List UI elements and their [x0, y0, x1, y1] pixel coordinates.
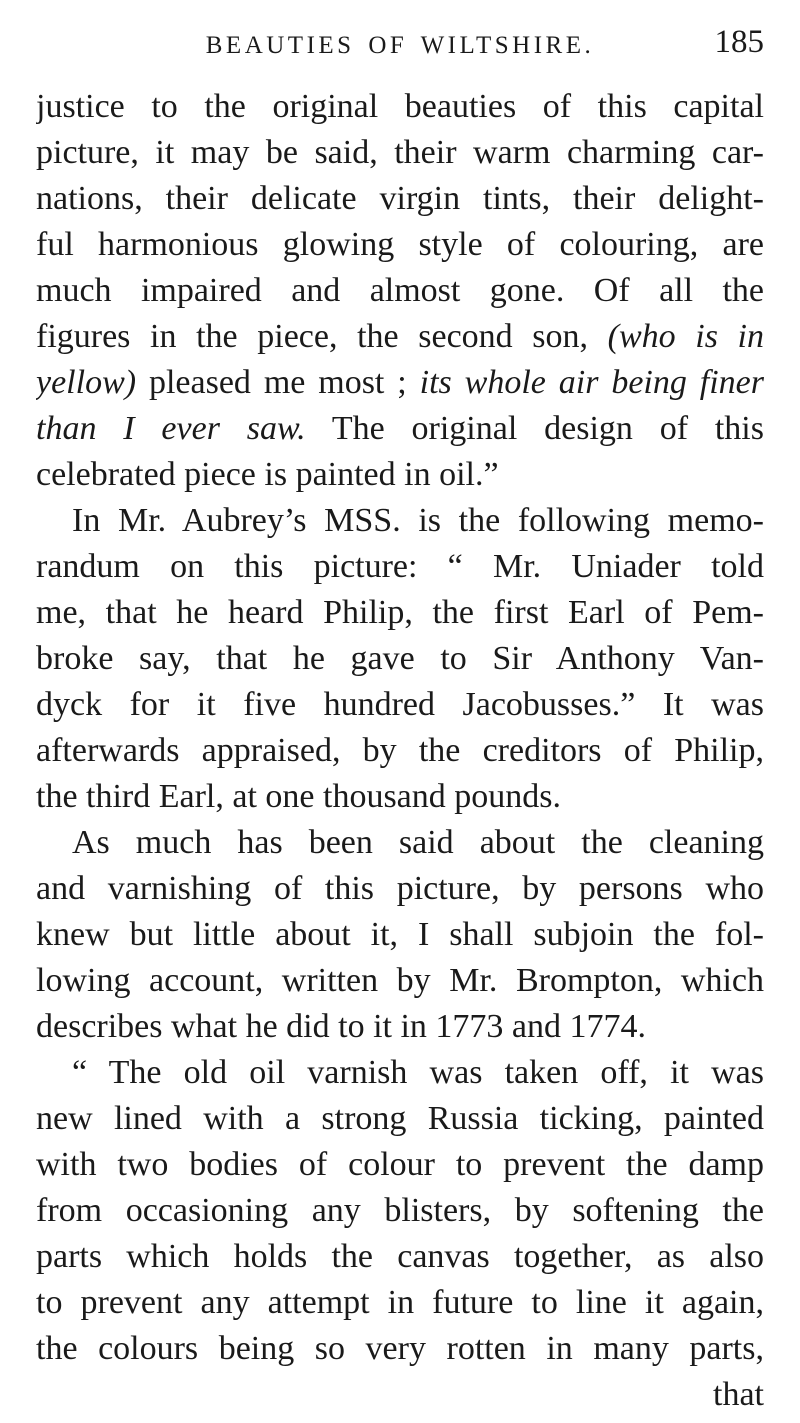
text-line — [36, 1142, 764, 1188]
text-line — [36, 682, 764, 728]
text-line — [36, 360, 764, 406]
text-segment: The original design of this — [305, 410, 764, 447]
italic-text: (who is in — [607, 318, 764, 355]
text-segment: parts which holds the canvas together, as also — [36, 1238, 764, 1275]
text-line — [36, 590, 764, 636]
text-segment: pleased me most ; — [136, 364, 420, 401]
text-line — [36, 130, 764, 176]
body-text — [36, 84, 764, 1418]
text-segment: picture, it may be said, their warm charming car- — [36, 134, 764, 171]
text-line — [36, 176, 764, 222]
italic-text: its whole air being finer — [419, 364, 764, 401]
running-title: BEAUTIES OF WILTSHIRE. — [205, 32, 595, 59]
text-segment: from occasioning any blisters, by softening the — [36, 1192, 764, 1229]
text-line — [36, 314, 764, 360]
text-line — [36, 406, 764, 452]
text-segment: with two bodies of colour to prevent the damp — [36, 1146, 764, 1183]
text-segment: nations, their delicate virgin tints, their delight- — [36, 180, 764, 217]
text-line — [36, 866, 764, 912]
catchword: that — [713, 1376, 764, 1413]
text-line — [36, 84, 764, 130]
text-line — [36, 1188, 764, 1234]
text-segment: and varnishing of this picture, by persons who — [36, 870, 764, 907]
text-segment: lowing account, written by Mr. Brompton, which — [36, 962, 764, 999]
text-line — [36, 958, 764, 1004]
text-line — [36, 1004, 764, 1050]
italic-text: than I ever saw. — [36, 410, 306, 447]
text-segment: the colours being so very rotten in many parts, — [36, 1330, 764, 1367]
text-segment: much impaired and almost gone. Of all the — [36, 272, 764, 309]
text-segment: In Mr. Aubrey’s MSS. is the following memo- — [72, 502, 764, 539]
text-segment: knew but little about it, I shall subjoin the fol- — [36, 916, 764, 953]
text-line — [36, 1096, 764, 1142]
text-line — [36, 912, 764, 958]
text-line — [36, 636, 764, 682]
text-line — [36, 1234, 764, 1280]
text-line — [36, 544, 764, 590]
text-line — [36, 774, 764, 820]
text-segment: broke say, that he gave to Sir Anthony Van- — [36, 640, 764, 677]
text-line — [36, 498, 764, 544]
text-line — [36, 1050, 764, 1096]
text-line — [36, 222, 764, 268]
page-number: 185 — [714, 24, 764, 60]
text-segment: justice to the original beauties of this capital — [36, 88, 764, 125]
text-segment: As much has been said about the cleaning — [72, 824, 764, 861]
text-line — [36, 268, 764, 314]
text-line — [36, 1326, 764, 1372]
text-segment: to prevent any attempt in future to line it again, — [36, 1284, 764, 1321]
text-segment: “ The old oil varnish was taken off, it was — [72, 1054, 764, 1091]
text-segment: describes what he did to it in 1773 and 1774. — [36, 1008, 647, 1045]
text-segment: the third Earl, at one thousand pounds. — [36, 778, 562, 815]
text-segment: dyck for it five hundred Jacobusses.” It was — [36, 686, 764, 723]
text-line — [36, 728, 764, 774]
text-segment: ful harmonious glowing style of colouring, are — [36, 226, 764, 263]
text-line — [36, 1280, 764, 1326]
running-head — [36, 22, 764, 68]
text-segment: figures in the piece, the second son, — [36, 318, 608, 355]
text-line — [36, 452, 764, 498]
text-segment: celebrated piece is painted in oil.” — [36, 456, 499, 493]
text-segment: me, that he heard Philip, the first Earl of Pem- — [36, 594, 764, 631]
text-segment: randum on this picture: “ Mr. Uniader told — [36, 548, 764, 585]
text-segment: afterwards appraised, by the creditors of Philip, — [36, 732, 764, 769]
text-segment: new lined with a strong Russia ticking, painted — [36, 1100, 764, 1137]
italic-text: yellow) — [36, 364, 137, 401]
text-line — [36, 820, 764, 866]
